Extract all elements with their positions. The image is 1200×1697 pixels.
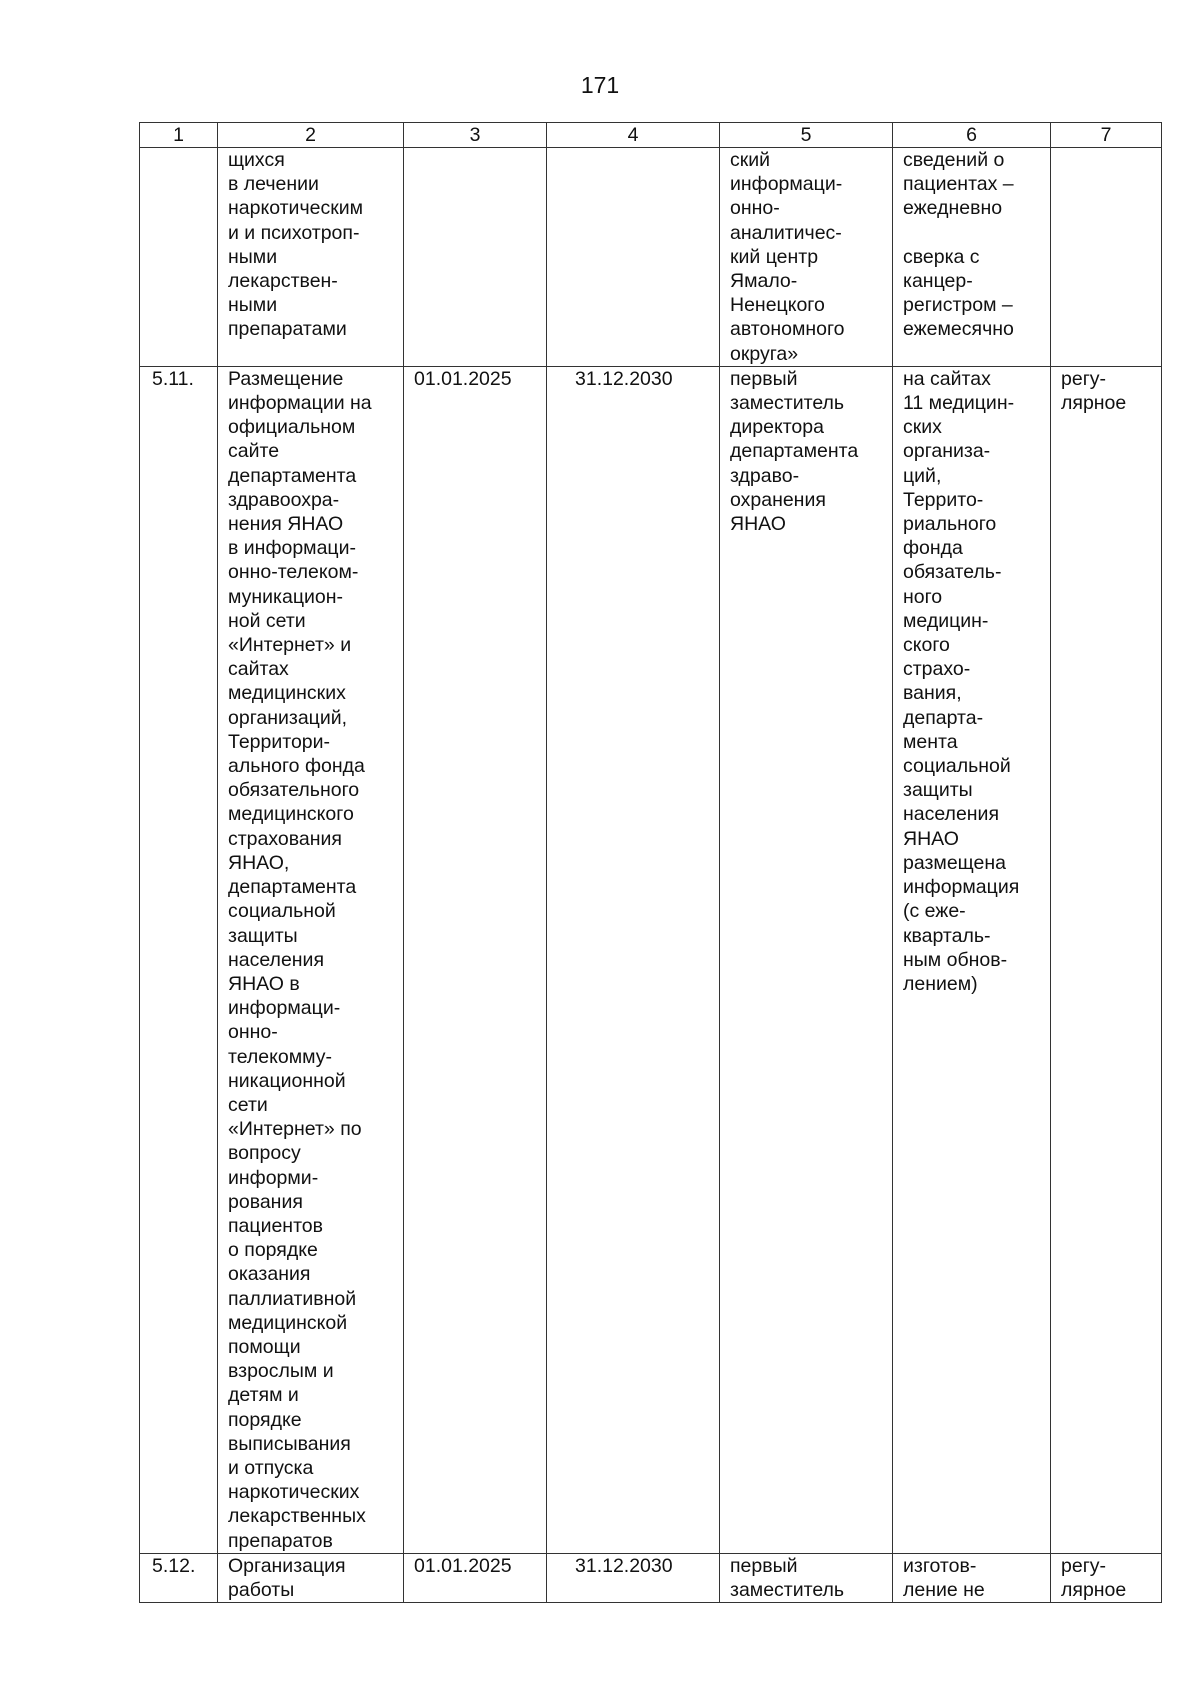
end-date	[547, 148, 720, 367]
event-description: Размещение информации на официальном сайте департамента здравоохра- нения ЯНАО в информаци- онно-телеком- муникацион- ной сети «Интернет» и сайтах медицинских организаций, Территори- ального фонда обязательного медицинского страхования ЯНАО, департамента социальной защиты населения ЯНАО в информаци- онно- телекомму- никационной сети «Интернет» по вопросу информи- рования пациентов о порядке оказания паллиативной медицинской помощи взрослым и детям и порядке выписывания и отпуска наркотических лекарственных препаратов	[218, 366, 404, 1553]
event-description: Организация работы	[218, 1553, 404, 1602]
col-header-7: 7	[1051, 123, 1162, 148]
event-type: регу- лярное	[1051, 1553, 1162, 1602]
start-date	[404, 148, 547, 367]
responsible-party: ский информаци- онно- аналитичес- кий центр Ямало- Ненецкого автономного округа»	[720, 148, 893, 367]
page-number: 171	[580, 72, 620, 98]
col-header-1: 1	[140, 123, 218, 148]
start-date: 01.01.2025	[404, 366, 547, 1553]
col-header-2: 2	[218, 123, 404, 148]
expected-result: изготов- ление не	[893, 1553, 1051, 1602]
responsible-party: первый заместитель директора департамента здраво- охранения ЯНАО	[720, 366, 893, 1553]
events-table	[139, 122, 1162, 1603]
row-number	[140, 148, 218, 367]
table-row	[140, 366, 1162, 1553]
responsible-party: первый заместитель	[720, 1553, 893, 1602]
expected-result: сведений о пациентах – ежедневно сверка с канцер- регистром – ежемесячно	[893, 148, 1051, 367]
header-row	[140, 123, 1162, 148]
expected-result: на сайтах 11 медицин- ских организа- ций, Террито- риального фонда обязатель- ного медицин- ского страхо- вания, департа- мента социальной защиты населения ЯНАО размещена информация (с еже- кварталь- ным обнов- лением)	[893, 366, 1051, 1553]
event-type	[1051, 148, 1162, 367]
row-number: 5.12.	[140, 1553, 218, 1602]
col-header-5: 5	[720, 123, 893, 148]
col-header-4: 4	[547, 123, 720, 148]
end-date: 31.12.2030	[547, 1553, 720, 1602]
start-date: 01.01.2025	[404, 1553, 547, 1602]
event-type: регу- лярное	[1051, 366, 1162, 1553]
row-number: 5.11.	[140, 366, 218, 1553]
col-header-3: 3	[404, 123, 547, 148]
end-date: 31.12.2030	[547, 366, 720, 1553]
event-description: щихся в лечении наркотическим и и психотроп- ными лекарствен- ными препаратами	[218, 148, 404, 367]
table-row	[140, 148, 1162, 367]
table-row	[140, 1553, 1162, 1602]
col-header-6: 6	[893, 123, 1051, 148]
